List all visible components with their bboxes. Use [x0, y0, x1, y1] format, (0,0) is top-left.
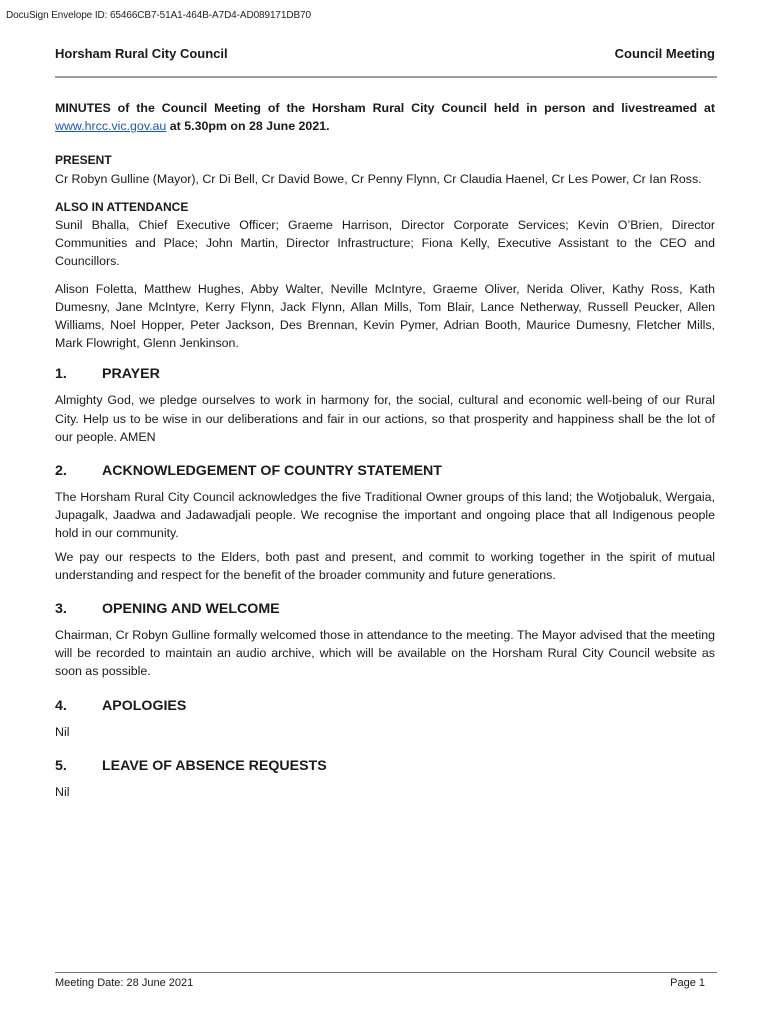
header-divider [55, 76, 717, 78]
page-footer [55, 977, 705, 989]
footer-page-number: Page 1 [670, 977, 705, 989]
intro-text: MINUTES of the Council Meeting of the Horsham Rural City Council held in person and livestreamed at [55, 101, 715, 115]
section-title: ACKNOWLEDGEMENT OF COUNTRY STATEMENT [102, 463, 442, 480]
prayer-text: Almighty God, we pledge ourselves to work in harmony for, the social, cultural and economic well-being of our Rural City. Help us to be wise in our deliberations and fair in our actions, so that prosperity and happiness shall be the lot of our people. AMEN [55, 393, 715, 444]
attendance-staff-list: Sunil Bhalla, Chief Executive Officer; Graeme Harrison, Director Corporate Services; Kevin O’Brien, Director Communities and Place; John Martin, Director Infrastructure; Fiona Kelly, Executive Assistant to the CEO and Councillors. [55, 218, 715, 269]
section-title: PRAYER [102, 366, 160, 383]
footer-divider [55, 972, 717, 973]
present-label: PRESENT [55, 153, 112, 168]
intro-time: at 5.30pm on 28 June 2021. [166, 119, 330, 134]
section-heading-prayer [55, 364, 715, 384]
section-title: APOLOGIES [102, 697, 187, 714]
section-heading-apologies [55, 696, 715, 716]
header-meeting-type: Council Meeting [614, 46, 715, 61]
section-number: 2. [55, 463, 67, 480]
minutes-intro [55, 99, 715, 135]
section-number: 1. [55, 366, 67, 383]
section-title: OPENING AND WELCOME [102, 601, 280, 618]
section-title: LEAVE OF ABSENCE REQUESTS [102, 757, 327, 774]
leave-of-absence-text: Nil [55, 784, 70, 799]
section-number: 3. [55, 601, 67, 618]
section-heading-opening [55, 599, 715, 619]
docusign-envelope-id: DocuSign Envelope ID: 65466CB7-51A1-464B-A7D4-AD089171DB70 [6, 10, 311, 21]
minutes-body [55, 99, 715, 801]
footer-meeting-date: Meeting Date: 28 June 2021 [55, 977, 194, 989]
council-website-link[interactable]: www.hrcc.vic.gov.au [55, 119, 167, 134]
opening-text: Chairman, Cr Robyn Gulline formally welcomed those in attendance to the meeting. The Mayor advised that the meeting will be recorded to maintain an audio archive, which will be available on the Horsham Rural City Council website as soon as possible. [55, 628, 715, 679]
attendance-public-list: Alison Foletta, Matthew Hughes, Abby Walter, Neville McIntyre, Graeme Oliver, Nerida Oliver, Kathy Ross, Kath Dumesny, Jane McIntyre, Kerry Flynn, Jack Flynn, Allan Mills, Tom Blair, Lance Netherway, Russell Peucker, Allen Williams, Noel Hopper, Peter Jackson, Des Brennan, Kevin Pymer, Adrian Booth, Maurice Dumesny, Fletcher Mills, Mark Flowright, Glenn Jenkinson. [55, 281, 715, 351]
header-council-name: Horsham Rural City Council [55, 46, 228, 61]
section-heading-acknowledgement [55, 461, 715, 481]
apologies-text: Nil [55, 724, 70, 739]
acknowledgement-text: The Horsham Rural City Council acknowledges the five Traditional Owner groups of this land; the Wotjobaluk, Wergaia, Jupagalk, Jaadwa and Jadawadjali people. We recognise the important and ongoing place that all Indigenous people hold in our community. [55, 490, 715, 541]
section-number: 4. [55, 697, 67, 714]
section-number: 5. [55, 757, 67, 774]
attendance-label: ALSO IN ATTENDANCE [55, 199, 189, 214]
present-list: Cr Robyn Gulline (Mayor), Cr Di Bell, Cr David Bowe, Cr Penny Flynn, Cr Claudia Haenel, Cr Les Power, Cr Ian Ross. [55, 171, 702, 186]
respects-text: We pay our respects to the Elders, both past and present, and commit to working together in the spirit of mutual understanding and respect for the benefit of the broader community and future generations. [55, 549, 715, 582]
section-heading-leave-of-absence [55, 756, 715, 776]
page-header [55, 46, 715, 61]
